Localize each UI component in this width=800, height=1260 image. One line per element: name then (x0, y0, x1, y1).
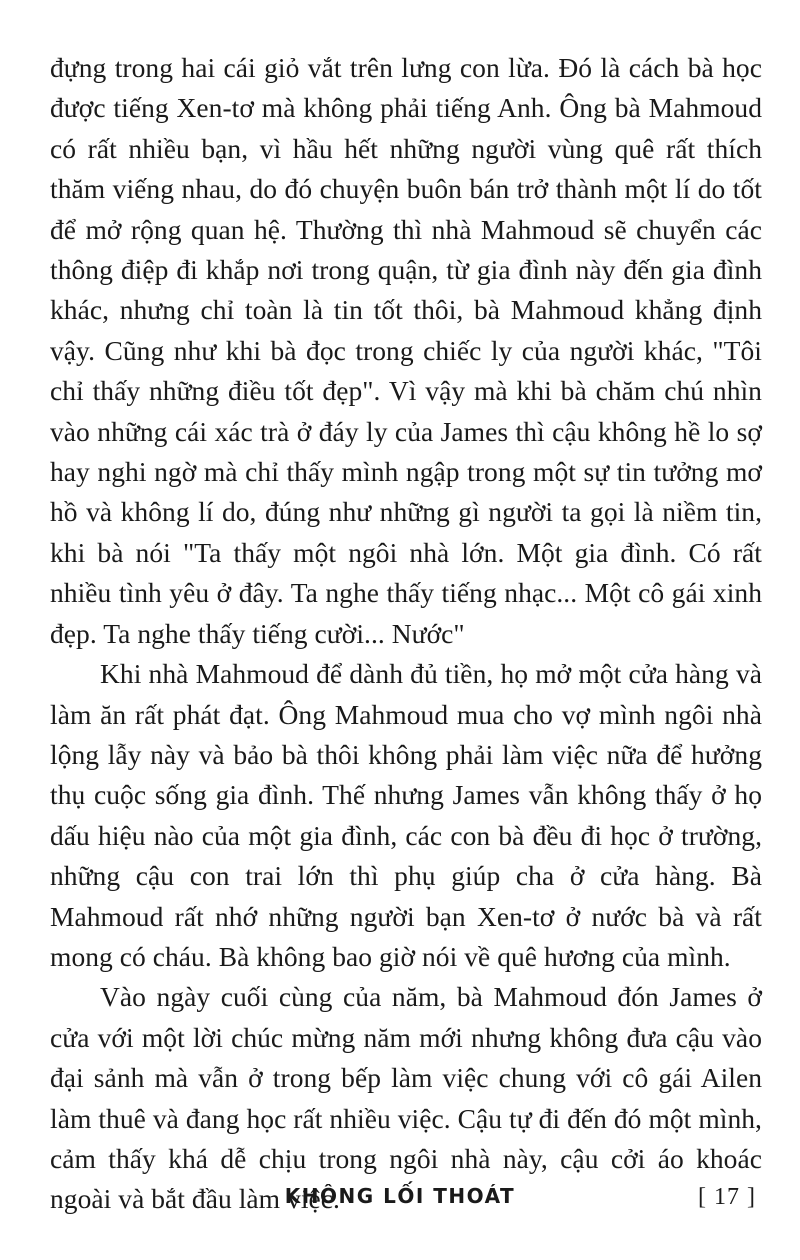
page-number-value: 17 (714, 1184, 740, 1210)
paragraph: Vào ngày cuối cùng của năm, bà Mahmoud đón James ở cửa với một lời chúc mừng năm mới nhưng không đưa cậu vào đại sảnh mà vẫn ở trong bếp làm việc chung với cô gái Ailen làm thuê và đang học rất nhiều việc. Cậu tự đi đến đó một mình, cảm thấy khá dễ chịu trong ngôi nhà này, cậu cởi áo khoác ngoài và bắt đầu làm việc. (50, 981, 762, 1215)
page-number-bracket-close: ] (747, 1184, 756, 1210)
paragraph: Khi nhà Mahmoud để dành đủ tiền, họ mở một cửa hàng và làm ăn rất phát đạt. Ông Mahmoud mua cho vợ mình ngôi nhà lộng lẫy này và bảo bà thôi không phải làm việc nữa để hưởng thụ cuộc sống gia đình. Thế nhưng James vẫn không thấy ở họ dấu hiệu nào của một gia đình, các con bà đều đi học ở trường, những cậu con trai lớn thì phụ giúp cha ở cửa hàng. Bà Mahmoud rất nhớ những người bạn Xen-tơ ở nước bà và rất mong có cháu. Bà không bao giờ nói về quê hương của mình. (50, 658, 762, 972)
page-number-bracket-open: [ (698, 1184, 707, 1210)
body-text (50, 48, 762, 1220)
paragraph-continued: đựng trong hai cái giỏ vắt trên lưng con lừa. Đó là cách bà học được tiếng Xen-tơ mà không phải tiếng Anh. Ông bà Mahmoud có rất nhiều bạn, vì hầu hết những người vùng quê rất thích thăm viếng nhau, do đó chuyện buôn bán trở thành một lí do tốt để mở rộng quan hệ. Thường thì nhà Mahmoud sẽ chuyển các thông điệp đi khắp nơi trong quận, từ gia đình này đến gia đình khác, nhưng chỉ toàn là tin tốt thôi, bà Mahmoud khẳng định vậy. Cũng như khi bà đọc trong chiếc ly của người khác, "Tôi chỉ thấy những điều tốt đẹp". Vì vậy mà khi bà chăm chú nhìn vào những cái xác trà ở đáy ly của James thì cậu không hề lo sợ hay nghi ngờ mà chỉ thấy mình ngập trong một sự tin tưởng mơ hồ và không lí do, đúng như những gì người ta gọi là niềm tin, khi bà nói "Ta thấy một ngôi nhà lớn. Một gia đình. Có rất nhiều tình yêu ở đây. Ta nghe thấy tiếng nhạc... Một cô gái xinh đẹp. Ta nghe thấy tiếng cười... Nước" (50, 52, 762, 649)
page-footer (0, 1180, 800, 1220)
page-number (698, 1184, 756, 1211)
running-title: KHÔNG LỐI THOÁT (284, 1184, 516, 1208)
